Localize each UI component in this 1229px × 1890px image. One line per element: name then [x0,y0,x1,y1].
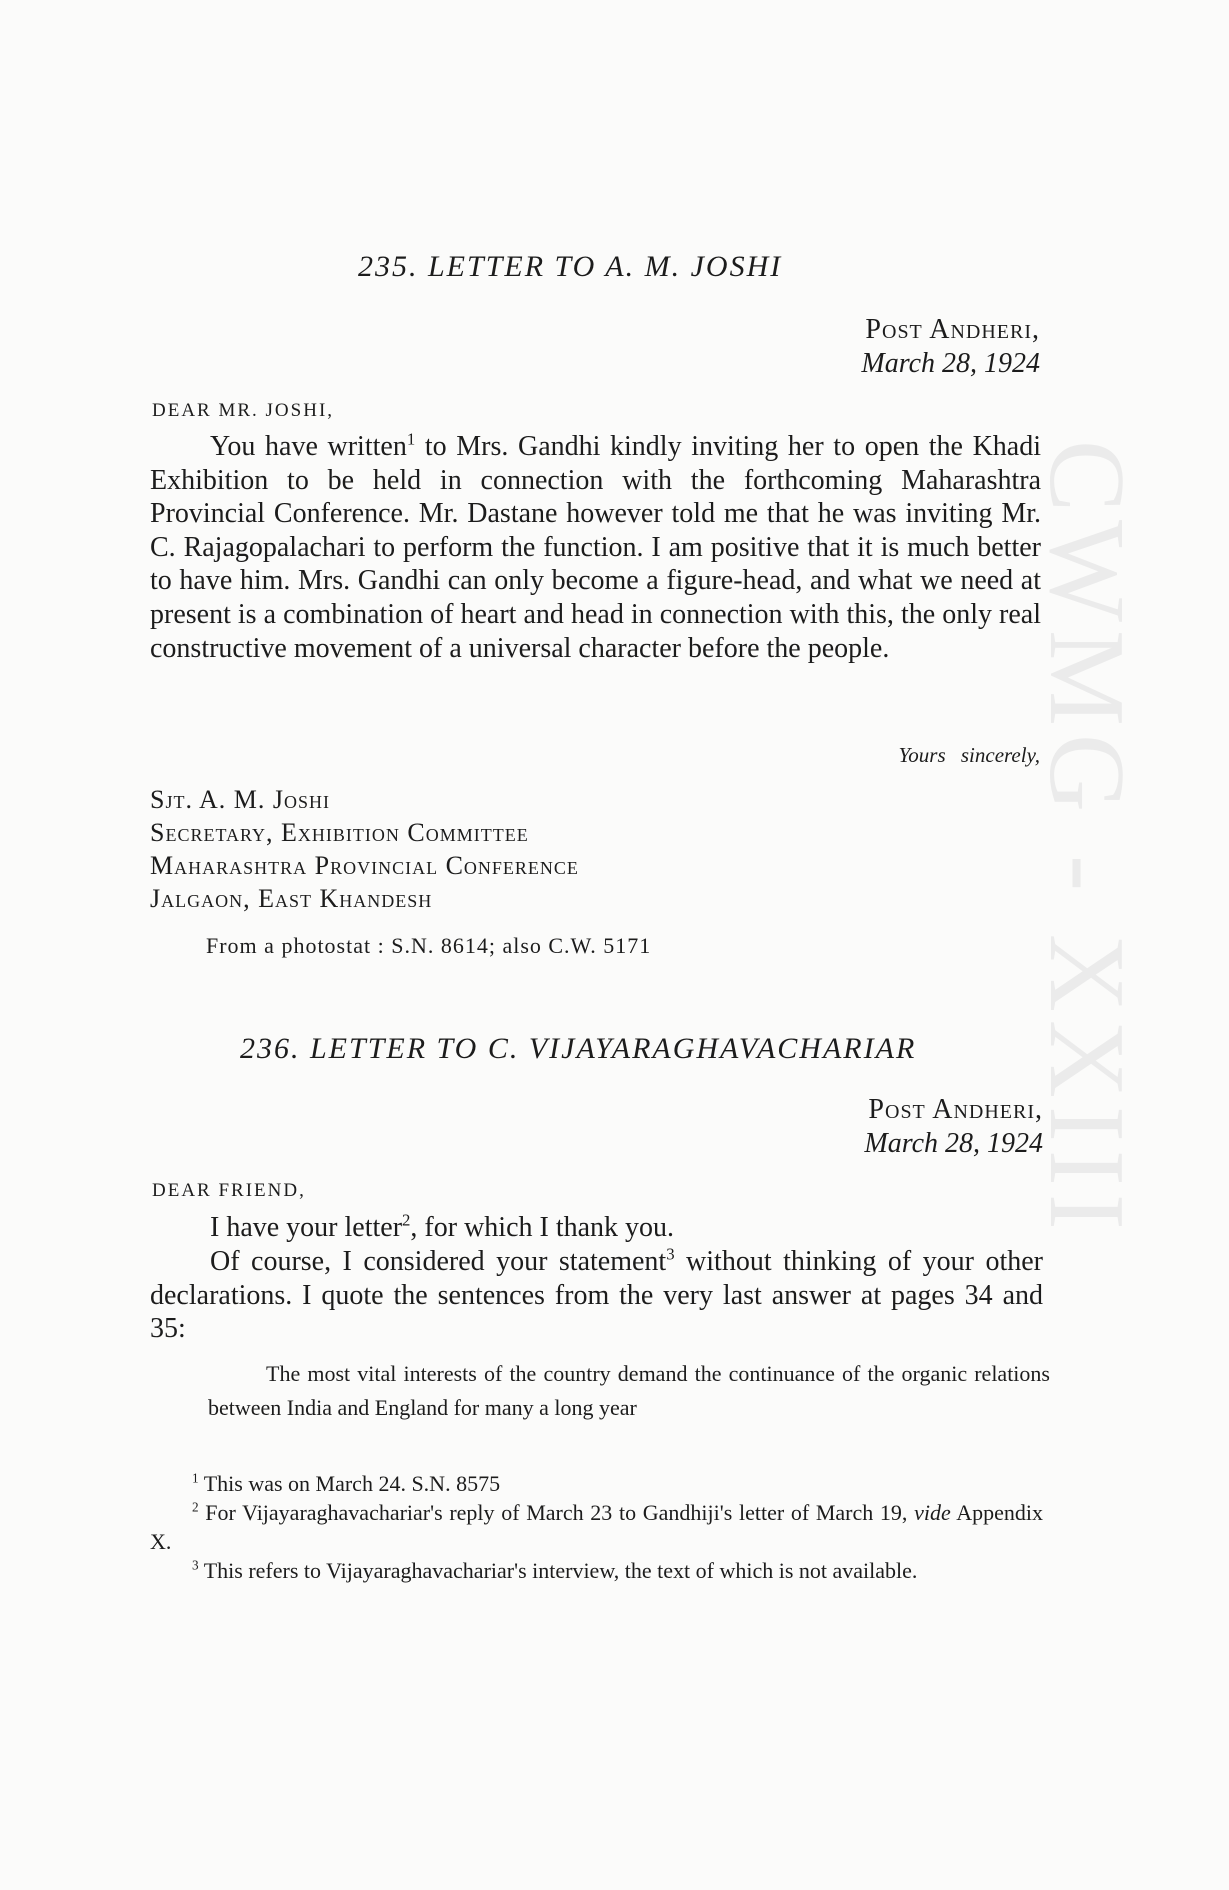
footnote-text: This refers to Vijayaraghavachariar's interview, the text of which is not available. [203,1558,918,1583]
body-text-continued: , for which I thank you. [410,1212,675,1243]
footnote-ref-1: 1 [406,429,416,449]
footnote-text: For Vijayaraghavachariar's reply of March 23 to Gandhiji's letter of March 19, [205,1500,915,1525]
watermark: CWMG - XXIII [1027,440,1146,1238]
letter-paragraph [150,1211,1043,1245]
footnotes [150,1469,1043,1585]
footnote-number: 2 [192,1499,199,1515]
block-quote: The most vital interests of the country demand the continuance of the organic relations between India and England for many a long year [208,1361,1050,1420]
footnote-ref-3: 3 [666,1244,675,1264]
letter-title: 235. LETTER TO A. M. JOSHI [358,250,783,283]
footnote-number: 1 [192,1470,199,1486]
letter-place: Post Andheri, [868,1094,1043,1125]
letter-date: March 28, 1924 [861,348,1040,379]
footnote-text-continued: Appendix X. [150,1500,1043,1554]
source-note: From a photostat : S.N. 8614; also C.W. 5171 [206,933,652,958]
body-text: I have your letter [210,1212,403,1243]
body-text-continued: without thinking of your other declarations. I quote the sentences from the very last answer at pages 34 and 35: [150,1246,1043,1345]
footnote-1 [150,1469,1043,1498]
address-line: Secretary, Exhibition Committee [150,818,529,847]
body-text: You have written [210,431,407,462]
closing: Yours sincerely, [898,743,1040,767]
address-line: Jalgaon, East Khandesh [150,884,433,913]
letter-paragraph [150,1245,1043,1346]
body-text: Of course, I considered your statement [210,1246,667,1277]
salutation: DEAR MR. JOSHI, [152,400,335,421]
footnote-italic-term: vide [914,1500,951,1525]
letter-date: March 28, 1924 [864,1128,1043,1159]
footnote-number: 3 [192,1557,199,1573]
footnote-3 [150,1556,1043,1585]
letter-body [150,430,1041,665]
salutation: DEAR FRIEND, [152,1180,306,1201]
footnote-2 [150,1498,1043,1556]
footnote-text: This was on March 24. S.N. 8575 [203,1471,501,1496]
footnote-ref-2: 2 [402,1210,411,1230]
body-text-continued: to Mrs. Gandhi kindly inviting her to open the Khadi Exhibition to be held in connection with the forthcoming Maharashtra Provincial Conference. Mr. Dastane however told me that he was inviting Mr. C. Rajagopalachari to perform the function. I am positive that it is much better to have him. Mrs. Gandhi can only become a figure-head, and what we need at present is a combination of heart and head in connection with this, the only real constructive movement of a universal character before the people. [150,431,1041,664]
letter-title: 236. LETTER TO C. VIJAYARAGHAVACHARIAR [240,1032,917,1065]
recipient-address [150,783,579,915]
letter-place: Post Andheri, [865,314,1040,345]
address-line: Sjt. A. M. Joshi [150,785,331,814]
address-line: Maharashtra Provincial Conference [150,851,579,880]
